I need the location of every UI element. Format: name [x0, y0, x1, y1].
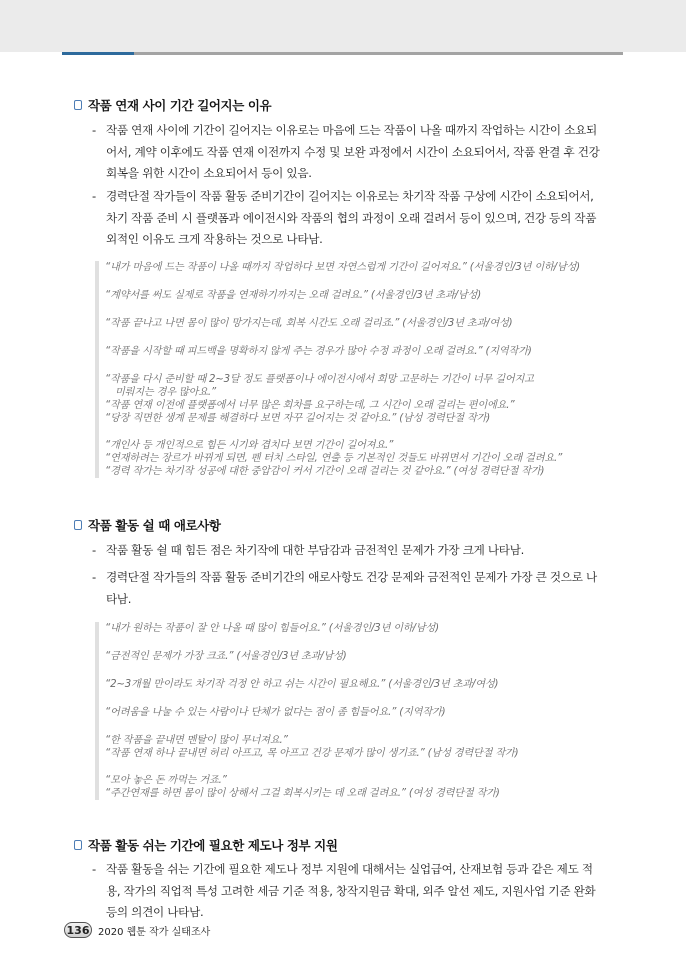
- section-heading: [74, 836, 338, 854]
- quote-source: (지역작가): [485, 346, 532, 357]
- document-title: 2020 웹툰 작가 실태조사: [98, 926, 211, 938]
- quote-source: (서울경인/3년 초과/여성): [402, 318, 513, 329]
- bullet-text: 작품 연재 사이에 기간이 길어지는 이유로는 마음에 드는 작품이 나올 때까지 작업하는 시간이 소요되어서, 계약 이후에도 작품 연재 이전까지 수정 및 보완 과정에서 시간이 소요되어서, 작품 완결 후 건강 회복을 위한 시간이 소요되어서 등이 있음.: [106, 123, 600, 180]
- quote: “작품 연재 하나 끝내면 허리 아프고, 목 아프고 건강 문제가 많이 생기죠.” (남성 경력단절 작가): [105, 748, 519, 759]
- header-band: [0, 0, 686, 52]
- quote: “내가 원하는 작품이 잘 안 나올 때 많이 힘들어요.” (서울경인/3년 이하/남성): [105, 623, 439, 634]
- dash-marker: -: [92, 543, 96, 557]
- quote: “금전적인 문제가 가장 크죠.” (서울경인/3년 초과/남성): [105, 651, 347, 662]
- section-title: 작품 활동 쉬는 기간에 필요한 제도나 정부 지원: [88, 838, 338, 853]
- interview-quote-block: [95, 622, 635, 800]
- dash-marker: -: [92, 123, 96, 137]
- checkbox-square-icon: [74, 520, 82, 530]
- header-accent-rule: [62, 52, 134, 55]
- checkbox-square-icon: [74, 840, 82, 850]
- quote-source: (서울경인/3년 초과/남성): [370, 290, 481, 301]
- bullet-item: [92, 120, 602, 185]
- page-footer: [64, 922, 210, 938]
- section-heading: [74, 96, 271, 114]
- bullet-text: 작품 활동을 쉬는 기간에 필요한 제도나 정부 지원에 대해서는 실업급여, 산재보험 등과 같은 제도 적용, 작가의 직업적 특성 고려한 세금 기준 적용, 창작지원금 확대, 외주 알선 제도, 지원사업 기준 완화 등의 의견이 나타남.: [106, 862, 596, 919]
- quote: “개인사 등 개인적으로 힘든 시기와 겹치다 보면 기간이 길어져요.”: [105, 440, 394, 451]
- bullet-text: 경력단절 작가들이 작품 활동 준비기간이 길어지는 이유로는 차기작 작품 구상에 시간이 소요되어서, 차기 작품 준비 시 플랫폼과 에이전시와 작품의 협의 과정이 오래 걸려서 등이 있으며, 건강 등의 작품 외적인 이유도 크게 작용하는 것으로 나타남.: [106, 189, 597, 246]
- quote-source: (서울경인/3년 이하/남성): [469, 262, 580, 273]
- quote: “작품을 시작할 때 피드백을 명확하지 않게 주는 경우가 많아 수정 과정이 오래 걸려요.” (지역작가): [105, 346, 532, 357]
- quote-source: (남성 경력단절 작가): [427, 748, 519, 759]
- quote: “주간연재를 하면 몸이 많이 상해서 그걸 회복시키는 데 오래 걸려요.” (여성 경력단절 작가): [105, 788, 500, 799]
- interview-quote-block: [95, 261, 635, 478]
- checkbox-square-icon: [74, 100, 82, 110]
- bullet-item: [92, 540, 602, 562]
- quote: “경력 작가는 차기작 성공에 대한 중압감이 커서 기간이 오래 걸리는 것 같아요.” (여성 경력단절 작가): [105, 466, 545, 477]
- bullet-item: [92, 186, 602, 251]
- bullet-text: 작품 활동 쉴 때 힘든 점은 차기작에 대한 부담감과 금전적인 문제가 가장 크게 나타남.: [106, 543, 524, 557]
- quote: “어려움을 나눌 수 있는 사람이나 단체가 없다는 점이 좀 힘들어요.” (지역작가): [105, 707, 446, 718]
- page-number-badge: 136: [64, 922, 92, 938]
- quote: “작품 끝나고 나면 몸이 많이 망가지는데, 회복 시간도 오래 걸리죠.” (서울경인/3년 초과/여성): [105, 318, 513, 329]
- quote-source: (서울경인/3년 이하/남성): [328, 623, 439, 634]
- dash-marker: -: [92, 570, 96, 584]
- quote: “한 작품을 끝내면 멘탈이 많이 무너져요.”: [105, 735, 288, 746]
- section-heading: [74, 516, 221, 534]
- quote: “연재하려는 장르가 바뀌게 되면, 펜 터치 스타일, 연출 등 기본적인 것들도 바뀌면서 기간이 오래 걸려요.”: [105, 453, 563, 464]
- quote-source: (지역작가): [399, 707, 446, 718]
- quote-source: (서울경인/3년 초과/여성): [388, 679, 499, 690]
- quote: “당장 직면한 생계 문제를 해결하다 보면 자꾸 길어지는 것 같아요.” (남성 경력단절 작가): [105, 413, 491, 424]
- quote: “2~3개월 만이라도 차기작 걱정 안 하고 쉬는 시간이 필요해요.” (서울경인/3년 초과/여성): [105, 679, 499, 690]
- quote-continuation: 미뤄지는 경우 많아요.”: [115, 387, 216, 398]
- quote-source: (남성 경력단절 작가): [399, 413, 491, 424]
- quote: “작품 연재 이전에 플랫폼에서 너무 많은 회차를 요구하는데, 그 시간이 오래 걸리는 편이에요.”: [105, 400, 515, 411]
- quote: “내가 마음에 드는 작품이 나올 때까지 작업하다 보면 자연스럽게 기간이 길어져요.” (서울경인/3년 이하/남성): [105, 262, 580, 273]
- quote: “모아 놓은 돈 까먹는 거죠.”: [105, 775, 227, 786]
- quote-source: (서울경인/3년 초과/남성): [236, 651, 347, 662]
- quote: “계약서를 써도 실제로 작품을 연재하기까지는 오래 걸려요.” (서울경인/3년 초과/남성): [105, 290, 481, 301]
- dash-marker: -: [92, 862, 96, 876]
- dash-marker: -: [92, 189, 96, 203]
- bullet-item: [92, 859, 602, 924]
- quote-source: (여성 경력단절 작가): [453, 466, 545, 477]
- section-title: 작품 연재 사이 기간 길어지는 이유: [88, 98, 272, 113]
- bullet-text: 경력단절 작가들의 작품 활동 준비기간의 애로사항도 건강 문제와 금전적인 문제가 가장 큰 것으로 나타남.: [106, 570, 597, 606]
- quote: “작품을 다시 준비할 때 2~3달 정도 플랫폼이나 에이전시에서 희망 고문하는 기간이 너무 길어지고: [105, 374, 534, 385]
- quote-source: (여성 경력단절 작가): [408, 788, 500, 799]
- section-title: 작품 활동 쉴 때 애로사항: [88, 518, 221, 533]
- header-rule: [134, 52, 623, 55]
- bullet-item: [92, 567, 602, 610]
